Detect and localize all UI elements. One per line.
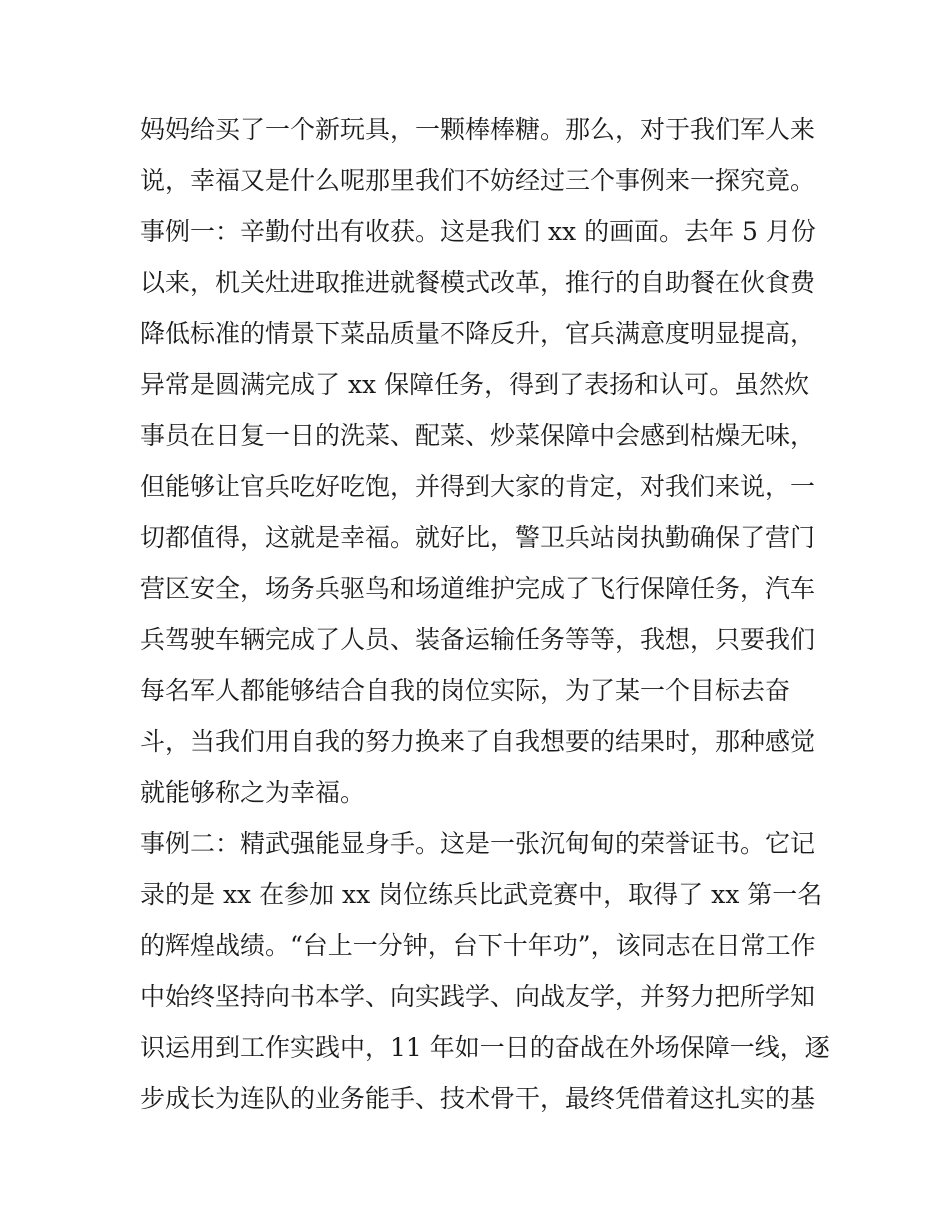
- text-line: 斗，当我们用自我的努力换来了自我想要的结果时，那种感觉: [140, 727, 816, 756]
- text-line: 每名军人都能够结合自我的岗位实际，为了某一个目标去奋: [140, 676, 791, 705]
- text-line: 就能够称之为幸福。: [140, 778, 366, 807]
- text-line: 营区安全，场务兵驱鸟和场道维护完成了飞行保障任务，汽车: [140, 574, 816, 603]
- text-line: 但能够让官兵吃好吃饱，并得到大家的肯定，对我们来说，一: [140, 472, 816, 501]
- text-line: 降低标准的情景下菜品质量不降反升，官兵满意度明显提高，: [140, 319, 816, 348]
- text-line: 步成长为连队的业务能手、技术骨干，最终凭借着这扎实的基: [140, 1084, 816, 1113]
- text-line: 事例一：辛勤付出有收获。这是我们 xx 的画面。去年 5 月份: [140, 217, 816, 246]
- text-line: 事员在日复一日的洗菜、配菜、炒菜保障中会感到枯燥无味，: [140, 421, 816, 450]
- text-line: 切都值得，这就是幸福。就好比，警卫兵站岗执勤确保了营门: [140, 523, 816, 552]
- text-line: 的辉煌战绩。“台上一分钟，台下十年功”，该同志在日常工作: [140, 931, 816, 960]
- text-line: 中始终坚持向书本学、向实践学、向战友学，并努力把所学知: [140, 982, 816, 1011]
- text-line: 说，幸福又是什么呢那里我们不妨经过三个事例来一探究竟。: [140, 166, 816, 195]
- body-text: [140, 104, 830, 1124]
- text-line: 以来，机关灶进取推进就餐模式改革，推行的自助餐在伙食费: [140, 268, 816, 297]
- text-line: 妈妈给买了一个新玩具，一颗棒棒糖。那么，对于我们军人来: [140, 115, 816, 144]
- text-line: 录的是 xx 在参加 xx 岗位练兵比武竞赛中，取得了 xx 第一名: [140, 880, 823, 909]
- text-line: 异常是圆满完成了 xx 保障任务，得到了表扬和认可。虽然炊: [140, 370, 810, 399]
- text-line: 事例二：精武强能显身手。这是一张沉甸甸的荣誉证书。它记: [140, 829, 816, 858]
- text-line: 兵驾驶车辆完成了人员、装备运输任务等等，我想，只要我们: [140, 625, 816, 654]
- text-line: 识运用到工作实践中，11 年如一日的奋战在外场保障一线，逐: [140, 1033, 830, 1062]
